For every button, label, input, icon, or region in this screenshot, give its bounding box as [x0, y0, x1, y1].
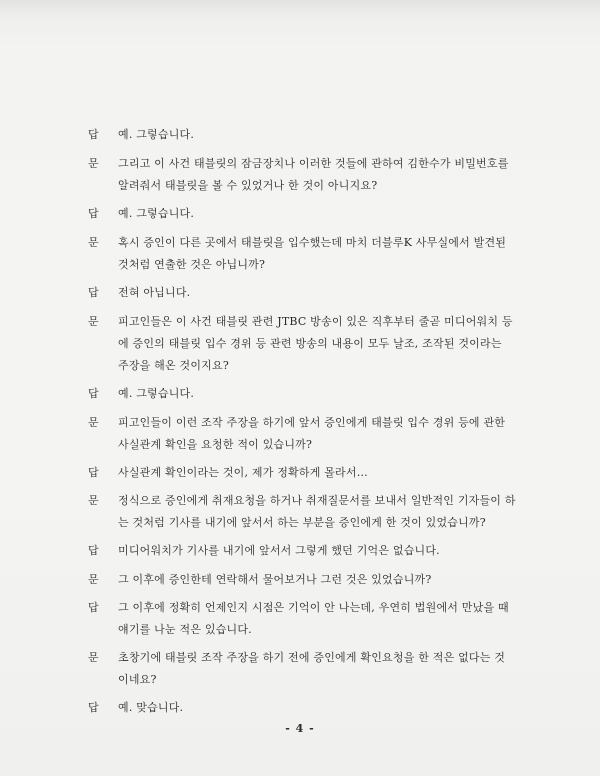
entry-text: 예. 그렇습니다.: [118, 387, 195, 400]
speaker-marker: 답: [88, 701, 99, 714]
speaker-marker: 답: [88, 128, 99, 141]
entry-text: 피고인들이 이런 조작 주장을 하기에 앞서 증인에게 태블릿 입수 경위 등에 관한 사실관계 확인을 요청한 적이 있습니까?: [118, 416, 506, 451]
entry-text: 예. 그렇습니다.: [118, 207, 195, 220]
entry-text: 예. 맞습니다.: [118, 701, 184, 714]
entry-text: 혹시 증인이 다른 곳에서 태블릿을 입수했는데 마치 더블루K 사무실에서 발견된 것처럼 연출한 것은 아닙니까?: [118, 236, 507, 271]
speaker-marker: 문: [88, 315, 99, 328]
entry-text: 그 이후에 정확히 언제인지 시점은 기억이 안 나는데, 우연히 법원에서 만났을 때 얘기를 나눈 적은 있습니다.: [118, 601, 509, 636]
speaker-marker: 답: [88, 387, 99, 400]
entry-text: 그리고 이 사건 태블릿의 잠금장치나 이러한 것들에 관하여 김한수가 비밀번호를 알려줘서 태블릿을 볼 수 있었거나 한 것이 아니지요?: [118, 157, 509, 192]
entry-text: 초창기에 태블릿 조작 주장을 하기 전에 증인에게 확인요청을 한 적은 없다는 것 이네요?: [118, 651, 506, 686]
speaker-marker: 답: [88, 544, 99, 557]
speaker-marker: 답: [88, 601, 99, 614]
entry-text: 미디어워치가 기사를 내기에 앞서서 그렇게 했던 기억은 없습니다.: [118, 544, 440, 557]
entry-text: 그 이후에 증인한테 연락해서 물어보거나 그런 것은 있었습니까?: [118, 573, 432, 586]
entry-text: 정식으로 증인에게 취재요청을 하거나 취재질문서를 보내서 일반적인 기자들이 하 는 것처럼 기사를 내기에 앞서서 하는 부분을 증인에게 한 것이 있었습니까?: [118, 494, 516, 529]
entry-text: 피고인들은 이 사건 태블릿 관련 JTBC 방송이 있은 직후부터 줄곧 미디어워치 등 에 증인의 태블릿 입수 경위 등 관련 방송의 내용이 모두 날조, 조작된 것이라는 주장을 해온 것이지요?: [118, 315, 513, 372]
scan-top-edge: [0, 0, 600, 14]
speaker-marker: 문: [88, 573, 99, 586]
speaker-marker: 문: [88, 494, 99, 507]
speaker-marker: 답: [88, 207, 99, 220]
entry-text: 예. 그렇습니다.: [118, 128, 195, 141]
page-number: - 4 -: [285, 722, 315, 735]
speaker-marker: 답: [88, 466, 99, 479]
speaker-marker: 문: [88, 416, 99, 429]
speaker-marker: 문: [88, 236, 99, 249]
entry-text: 전혀 아닙니다.: [118, 286, 191, 299]
speaker-marker: 문: [88, 157, 99, 170]
speaker-marker: 답: [88, 286, 99, 299]
entry-text: 사실관계 확인이라는 것이, 제가 정확하게 몰라서…: [118, 466, 368, 479]
speaker-marker: 문: [88, 651, 99, 664]
